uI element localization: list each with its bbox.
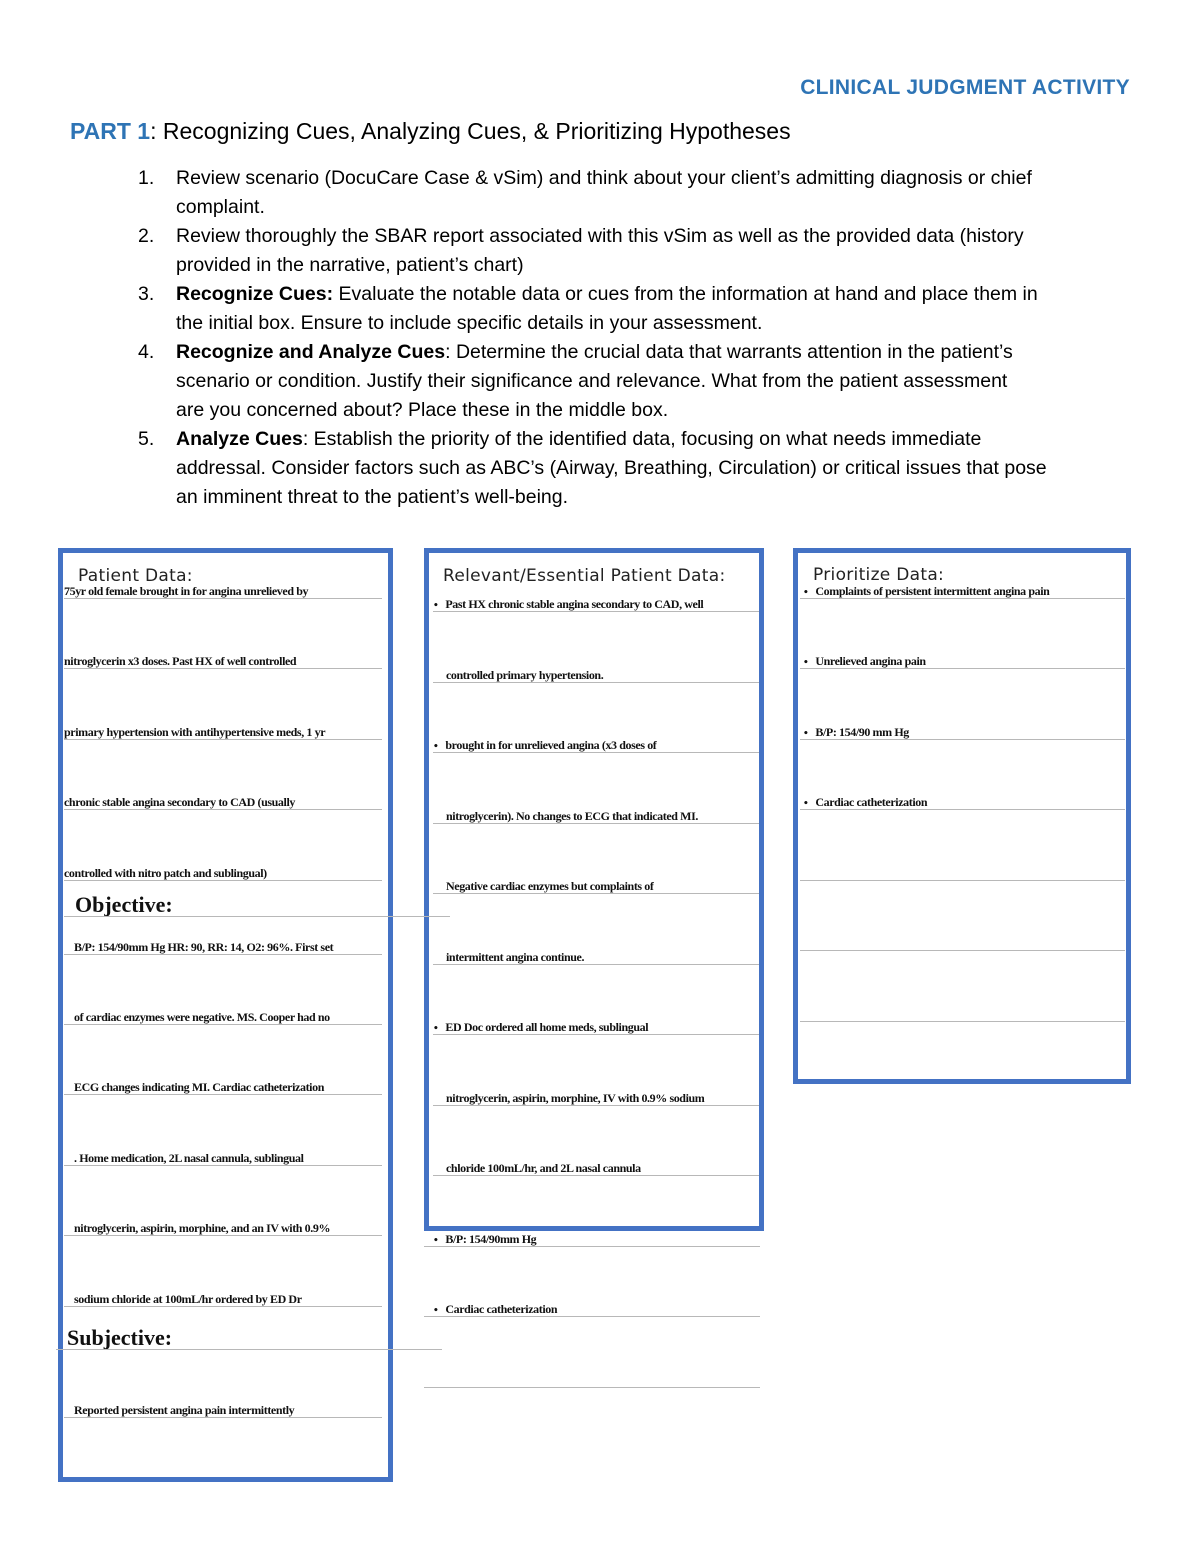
ruled-line <box>64 739 382 740</box>
objective-heading: Objective: <box>75 892 173 917</box>
ruled-line <box>800 950 1125 951</box>
patient-line: primary hypertension with antihypertensive meds, 1 yr <box>64 725 326 739</box>
instruction-item: 4. Recognize and Analyze Cues: Determine the crucial data that warrants attention in the patient’s scenario or condition. Justify their significance and relevance. What from the patient assessment are you concerned about? Place these in the middle box. <box>138 341 1013 421</box>
relevant-line: chloride 100mL/hr, and 2L nasal cannula <box>446 1161 641 1175</box>
document-header-title: CLINICAL JUDGMENT ACTIVITY <box>800 76 1130 99</box>
relevant-line: intermittent angina continue. <box>446 950 585 964</box>
prioritize-data-box <box>793 548 1131 1084</box>
relevant-line: controlled primary hypertension. <box>446 668 604 682</box>
patient-data-title: Patient Data: <box>78 566 193 586</box>
ruled-line <box>424 1316 760 1317</box>
relevant-line: Negative cardiac enzymes but complaints of <box>446 879 654 893</box>
objective-line: . Home medication, 2L nasal cannula, sublingual <box>74 1151 304 1165</box>
objective-line: sodium chloride at 100mL/hr ordered by ED Dr <box>74 1292 302 1306</box>
part-title <box>70 118 791 145</box>
objective-line: B/P: 154/90mm Hg HR: 90, RR: 14, O2: 96%. First set <box>74 940 334 954</box>
ruled-line <box>433 752 759 753</box>
relevant-overflow-line: • B/P: 154/90mm Hg <box>433 1232 537 1246</box>
relevant-line: nitroglycerin, aspirin, morphine, IV with 0.9% sodium <box>446 1091 705 1105</box>
objective-line: of cardiac enzymes were negative. MS. Cooper had no <box>74 1010 330 1024</box>
prioritize-data-title: Prioritize Data: <box>813 565 945 585</box>
relevant-line: • brought in for unrelieved angina (x3 doses of <box>433 738 657 752</box>
relevant-data-title: Relevant/Essential Patient Data: <box>443 566 726 586</box>
patient-line: controlled with nitro patch and sublingual) <box>64 866 267 880</box>
relevant-overflow-line: • Cardiac catheterization <box>433 1302 558 1316</box>
ruled-line <box>64 1235 382 1236</box>
ruled-line <box>433 893 759 894</box>
instruction-item: 2. Review thoroughly the SBAR report associated with this vSim as well as the provided data (history provided in the narrative, patient’s chart) <box>138 225 1024 276</box>
ruled-line <box>800 739 1125 740</box>
instruction-item: 3. Recognize Cues: Evaluate the notable data or cues from the information at hand and place them in the initial box. Ensure to include specific details in your assessment. <box>138 283 1038 334</box>
patient-line: chronic stable angina secondary to CAD (usually <box>64 795 295 809</box>
ruled-line <box>424 1387 760 1388</box>
objective-line: nitroglycerin, aspirin, morphine, and an IV with 0.9% <box>74 1221 331 1235</box>
ruled-line <box>64 916 450 917</box>
patient-line: 75yr old female brought in for angina unrelieved by <box>64 584 309 598</box>
ruled-line <box>800 668 1125 669</box>
ruled-line <box>433 1105 759 1106</box>
ruled-line <box>64 809 382 810</box>
subjective-line: Reported persistent angina pain intermittently <box>74 1403 295 1417</box>
ruled-line <box>424 1246 760 1247</box>
ruled-line <box>433 611 759 612</box>
ruled-line <box>800 1021 1125 1022</box>
ruled-line <box>800 809 1125 810</box>
ruled-line <box>433 823 759 824</box>
ruled-line <box>64 954 382 955</box>
instructions-list <box>138 164 1138 512</box>
relevant-line: • ED Doc ordered all home meds, sublingual <box>433 1020 649 1034</box>
ruled-line <box>64 880 382 881</box>
part-subtitle: : Recognizing Cues, Analyzing Cues, & Prioritizing Hypotheses <box>150 118 791 144</box>
instruction-item: 5. Analyze Cues: Establish the priority of the identified data, focusing on what needs immediate addressal. Consider factors such as ABC’s (Airway, Breathing, Circulation) or critical issues that pose an imminent threat to the patient’s well-being. <box>138 428 1047 508</box>
objective-line: ECG changes indicating MI. Cardiac catheterization <box>74 1080 324 1094</box>
part-label: PART 1 <box>70 118 151 144</box>
ruled-line <box>433 682 759 683</box>
ruled-line <box>56 1349 442 1350</box>
ruled-line <box>64 668 382 669</box>
ruled-line <box>433 964 759 965</box>
ruled-line <box>64 1094 382 1095</box>
priority-line: • Complaints of persistent intermittent angina pain <box>803 584 1050 598</box>
priority-line: • Cardiac catheterization <box>803 795 928 809</box>
ruled-line <box>433 1175 759 1176</box>
ruled-line <box>800 880 1125 881</box>
subjective-heading: Subjective: <box>67 1325 173 1350</box>
ruled-line <box>64 1024 382 1025</box>
relevant-line: • Past HX chronic stable angina secondary to CAD, well <box>433 597 704 611</box>
patient-line: nitroglycerin x3 doses. Past HX of well controlled <box>64 654 297 668</box>
instruction-item: 1. Review scenario (DocuCare Case & vSim) and think about your client’s admitting diagnosis or chief complaint. <box>138 167 1032 218</box>
ruled-line <box>64 598 382 599</box>
priority-line: • Unrelieved angina pain <box>803 654 926 668</box>
priority-line: • B/P: 154/90 mm Hg <box>803 725 909 739</box>
ruled-line <box>800 598 1125 599</box>
ruled-line <box>64 1306 382 1307</box>
relevant-line: nitroglycerin). No changes to ECG that indicated MI. <box>446 809 698 823</box>
ruled-line <box>64 1417 382 1418</box>
ruled-line <box>433 1034 759 1035</box>
ruled-line <box>64 1165 382 1166</box>
